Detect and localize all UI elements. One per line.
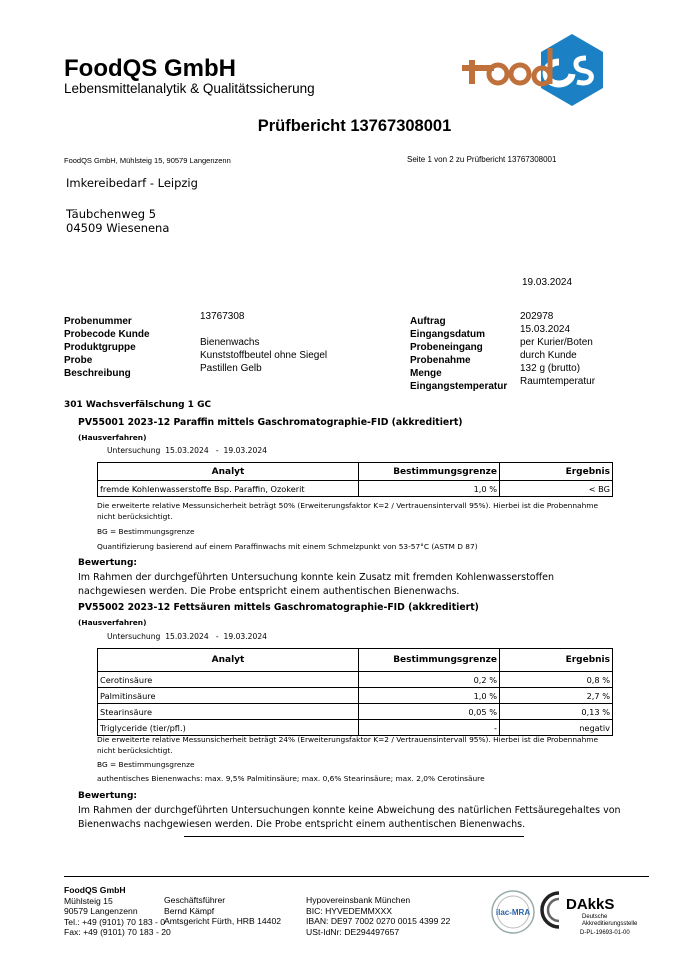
meta-row: Probenahme durch Kunde — [410, 350, 577, 366]
dakks-subtitle: Deutsche Akkreditierungsstelle — [582, 914, 638, 927]
meta-row: Probe Kunststoffbeutel ohne Siegel — [64, 350, 328, 366]
meta-row: Probecode Kunde — [64, 329, 150, 340]
test2-assessment: Im Rahmen der durchgeführten Untersuchungen konnte keine Abweichung des natürlichen Fettsäuregehaltes von Bienenwachs nachgewiesen werden. Die Probe entspricht einem authentischen Bienenwachs. — [78, 805, 621, 830]
column-header: Bestimmungsgrenze — [359, 463, 500, 481]
meta-row: Beschreibung Pastillen Gelb — [64, 363, 262, 379]
test1-assessment: Im Rahmen der durchgeführten Untersuchung konnte kein Zusatz mit fremden Kohlenwasserstoffen nachgewiesen werden. Die Probe entspricht einem authentischen Bienenwachs. — [78, 572, 555, 597]
test1-results-table — [97, 462, 613, 497]
column-header: Ergebnis — [500, 463, 613, 481]
section-title: 301 Wachsverfälschung 1 GC — [64, 400, 212, 410]
page-info: Seite 1 von 2 zu Prüfbericht 13767308001 — [407, 155, 557, 164]
test2-exam-period: Untersuchung 15.03.2024 - 19.03.2024 — [107, 632, 267, 641]
test1-method: (Hausverfahren) — [78, 433, 147, 442]
test2-note-bg: BG = Bestimmungsgrenze — [97, 760, 195, 769]
table-row: Cerotinsäure 0,2 % 0,8 % — [98, 672, 613, 688]
company-subtitle: Lebensmittelanalytik & Qualitätssicherung — [64, 81, 315, 96]
meta-row: Probenummer 13767308 — [64, 311, 245, 327]
sender-line: FoodQS GmbH, Mühlsteig 15, 90579 Langenzenn — [64, 156, 231, 165]
test1-note-quant: Quantifizierung basierend auf einem Paraffinwachs mit einem Schmelzpunkt von 53-57°C (ASTM D 87) — [97, 542, 478, 551]
table-row: fremde Kohlenwasserstoffe Bsp. Paraffin, Ozokerit 1,0 % < BG — [98, 481, 613, 497]
meta-row: Probeneingang per Kurier/Boten — [410, 337, 593, 353]
test1-note-bg: BG = Bestimmungsgrenze — [97, 527, 195, 536]
dakks-registration: D-PL-19693-01-00 — [580, 930, 630, 936]
test2-results-table — [97, 648, 613, 736]
test2-assessment-label: Bewertung: — [78, 791, 137, 801]
recipient-street: Täubchenweg 5 — [66, 207, 157, 221]
meta-row: Produktgruppe Bienenwachs — [64, 337, 260, 353]
meta-row: Eingangstemperatur Raumtemperatur — [410, 376, 596, 392]
dakks-name: DAkkS — [566, 896, 615, 913]
column-header: Ergebnis — [500, 649, 613, 672]
test1-note-uncertainty: Die erweiterte relative Messunsicherheit beträgt 50% (Erweiterungsfaktor K=2 / Vertrauensintervall 95%). Hierbei ist die Probennahme nicht berücksichtigt. — [97, 501, 599, 521]
report-title: Prüfbericht 13767308001 — [257, 117, 452, 135]
dakks-mark — [539, 889, 565, 931]
svg-text:ilac-MRA: ilac-MRA — [495, 908, 531, 917]
meta-row: Eingangsdatum 15.03.2024 — [410, 324, 571, 340]
test2-method: (Hausverfahren) — [78, 618, 147, 627]
meta-left — [64, 311, 364, 379]
meta-right — [410, 311, 630, 392]
foodqs-logo — [458, 32, 610, 108]
company-name: FoodQS GmbH — [64, 55, 236, 82]
report-date: 19.03.2024 — [522, 277, 573, 288]
table-row: Stearinsäure 0,05 % 0,13 % — [98, 704, 613, 720]
column-header: Analyt — [98, 463, 359, 481]
meta-row: Menge 132 g (brutto) — [410, 363, 581, 379]
footer-divider — [64, 876, 649, 877]
column-header: Bestimmungsgrenze — [359, 649, 500, 672]
ilac-mra-logo — [490, 889, 536, 935]
test1-title: PV55001 2023-12 Paraffin mittels Gaschromatographie-FID (akkreditiert) — [78, 417, 463, 428]
recipient-name: Imkereibedarf - Leipzig — [66, 176, 198, 190]
table-row: Palmitinsäure 1,0 % 2,7 % — [98, 688, 613, 704]
footer-company: FoodQS GmbH Mühlsteig 15 90579 Langenzenn Tel.: +49 (9101) 70 183 - 0 Fax: +49 (9101) 70 183 - 20 — [64, 885, 171, 937]
test2-note-reference: authentisches Bienenwachs: max. 9,5% Palmitinsäure; max. 0,6% Stearinsäure; max. 2,0% Cerotinsäure — [97, 774, 485, 783]
end-divider — [184, 836, 524, 837]
meta-row: Auftrag 202978 — [410, 311, 554, 327]
recipient-city: 04509 Wiesenena — [66, 221, 170, 235]
footer-bank: Hypovereinsbank München BIC: HYVEDEMMXXX IBAN: DE97 7002 0270 0015 4399 22 USt-IdNr: DE294497657 — [306, 895, 451, 937]
test2-title: PV55002 2023-12 Fettsäuren mittels Gaschromatographie-FID (akkreditiert) — [78, 602, 479, 613]
table-row: Triglyceride (tier/pfl.) - negativ — [98, 720, 613, 736]
test1-assessment-label: Bewertung: — [78, 558, 137, 568]
logo-text: foodQS — [458, 32, 462, 33]
test1-exam-period: Untersuchung 15.03.2024 - 19.03.2024 — [107, 446, 267, 455]
footer-management: Geschäftsführer Bernd Kämpf Amtsgericht Fürth, HRB 14402 — [164, 895, 282, 926]
test2-note-uncertainty: Die erweiterte relative Messunsicherheit beträgt 24% (Erweiterungsfaktor K=2 / Vertrauensintervall 95%). Hierbei ist die Probennahme nicht berücksichtigt. — [97, 735, 599, 755]
column-header: Analyt — [98, 649, 359, 672]
